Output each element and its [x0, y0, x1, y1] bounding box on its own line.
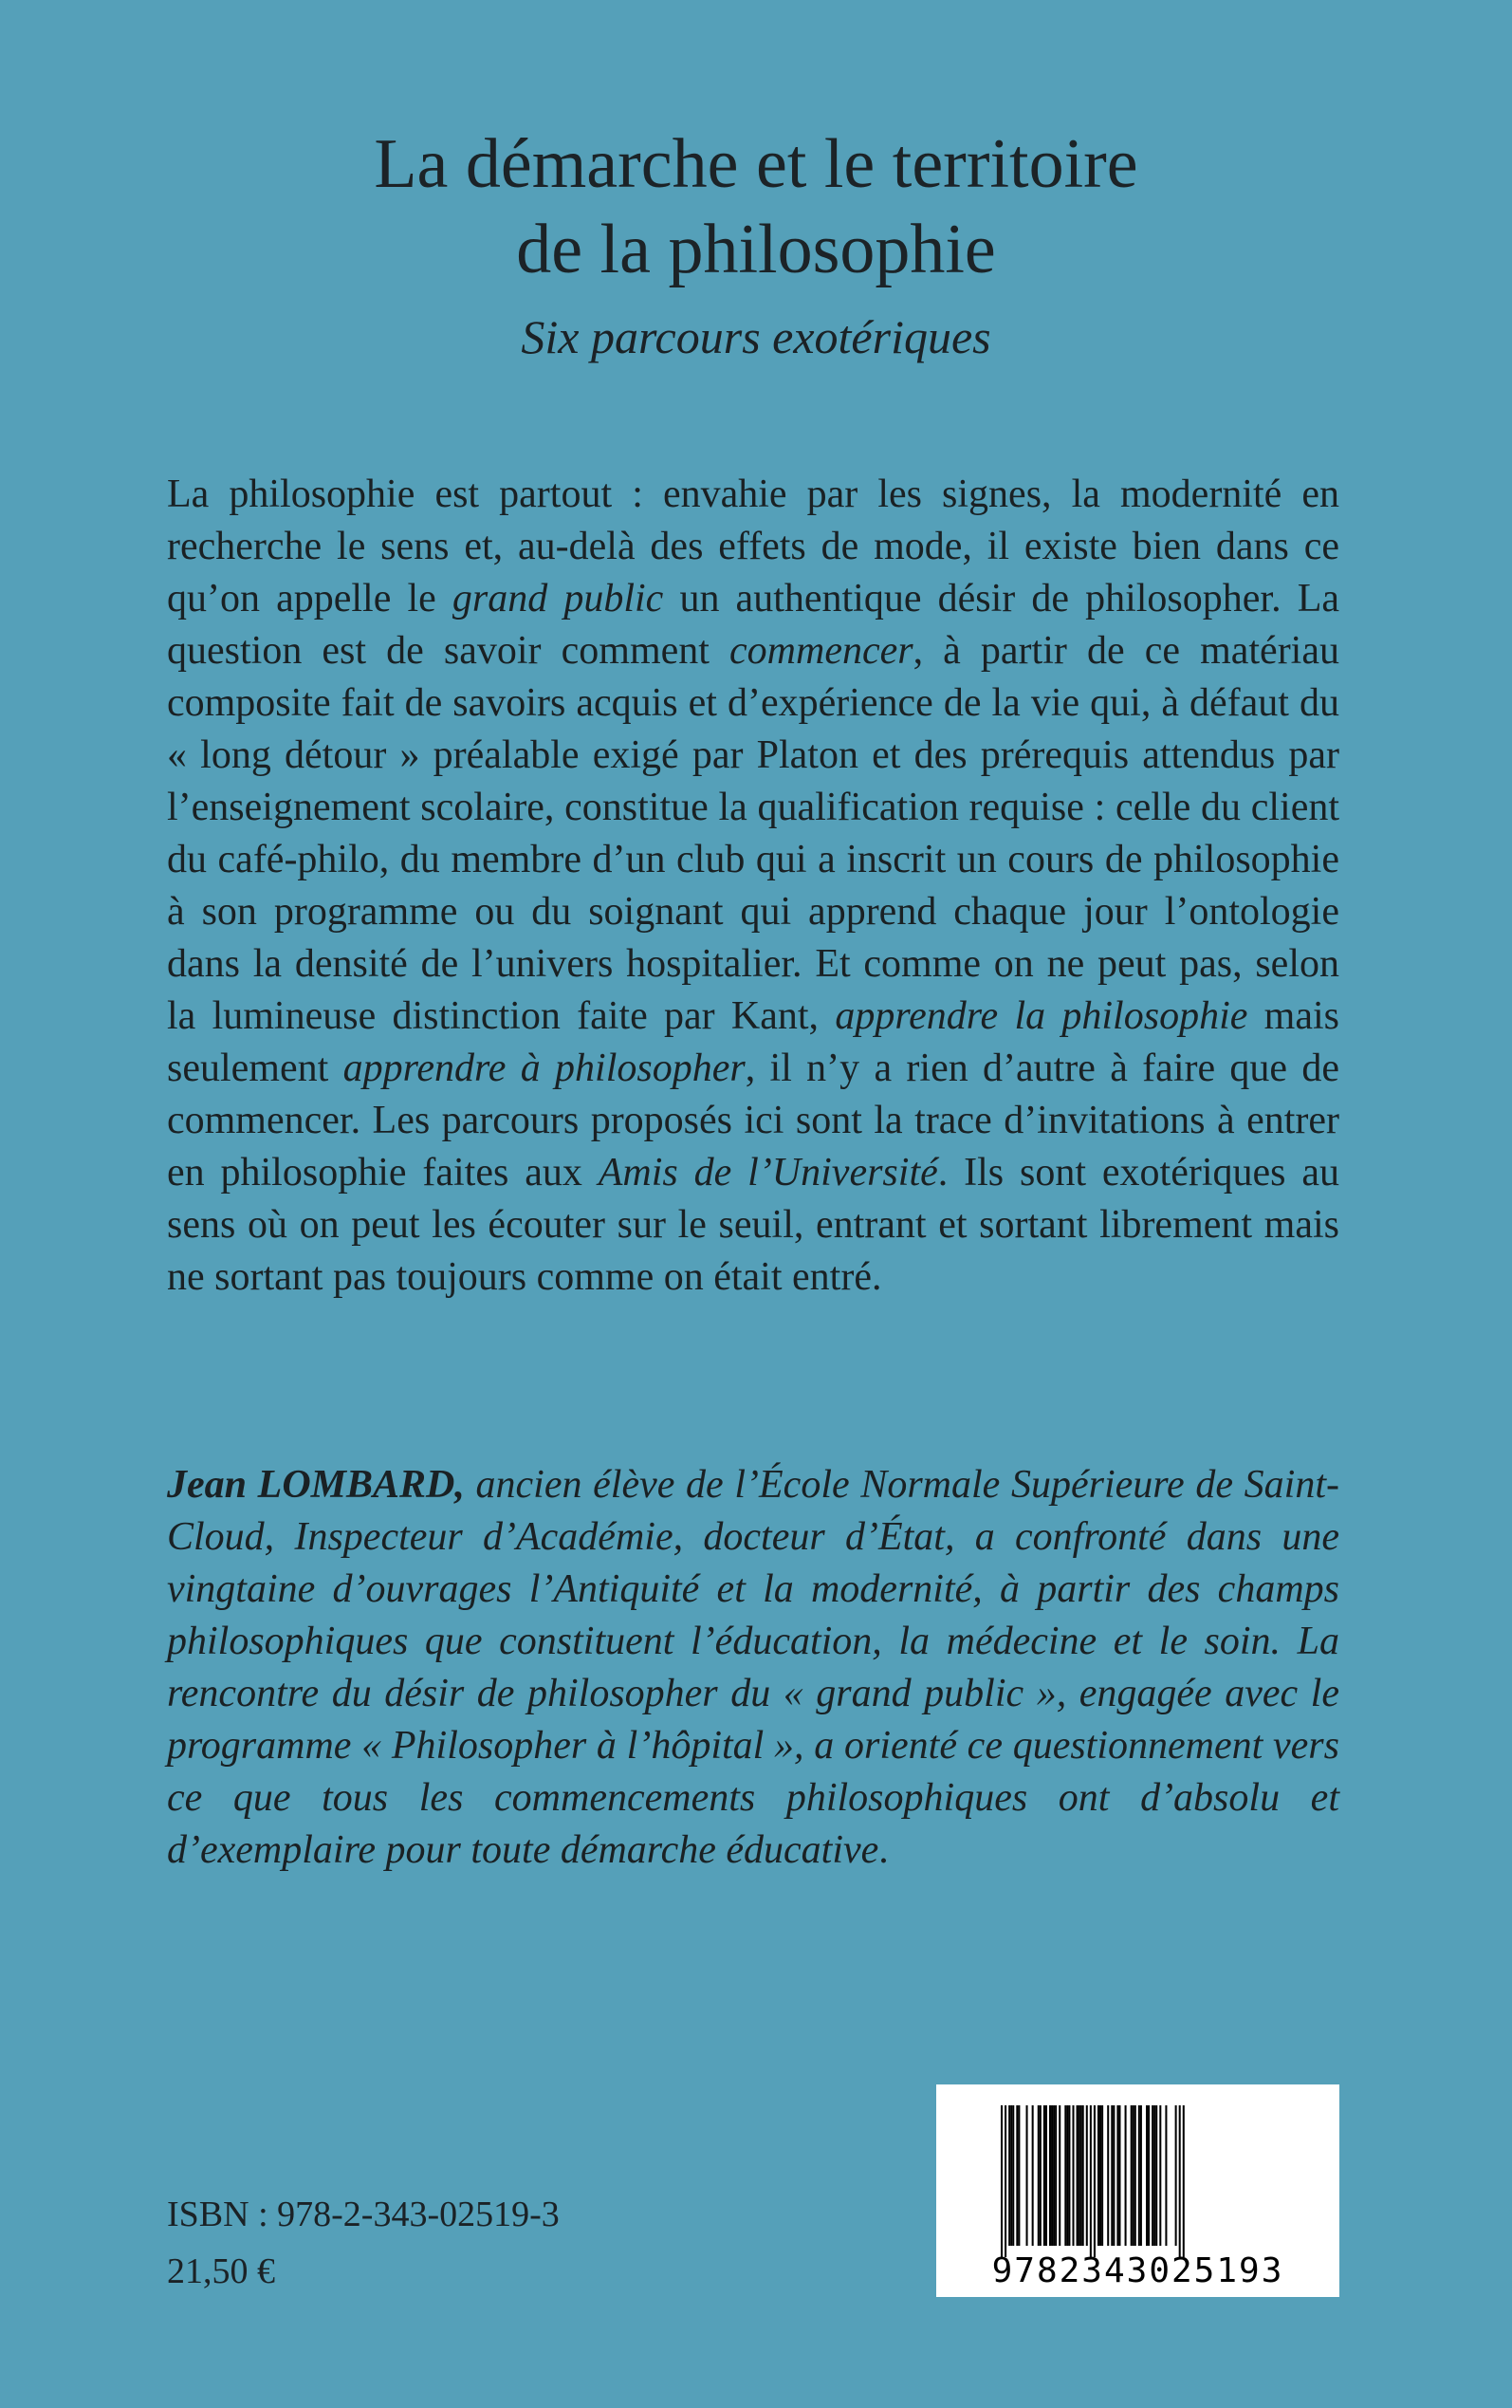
barcode-bar	[1040, 2105, 1042, 2246]
barcode-bar	[1179, 2105, 1181, 2257]
blurb-segment: La philosophie est partout : envahie par les signes, la modernité en recherche le sens et, au-delà des effets de mode, il existe bien dans ce qu’on appelle le	[167, 472, 1339, 621]
barcode-bar	[1051, 2105, 1053, 2246]
barcode-bar	[1138, 2105, 1140, 2246]
barcode-bar	[1159, 2105, 1161, 2246]
blurb-paragraph	[167, 469, 1339, 1304]
barcode-bar	[1010, 2105, 1012, 2246]
blurb-segment: mais seulement	[167, 994, 1339, 1090]
barcode-bar	[1080, 2105, 1082, 2246]
barcode-bar	[1066, 2105, 1068, 2246]
barcode-bar	[1165, 2105, 1167, 2246]
blurb-segment: un authentique désir de philosopher. La question est de savoir comment	[167, 577, 1339, 673]
barcode-bar	[1018, 2105, 1020, 2246]
barcode-bar	[1008, 2105, 1010, 2246]
barcode-bar	[1175, 2105, 1177, 2246]
blurb-italic-segment: apprendre à philosopher	[342, 1047, 746, 1090]
barcode-bar	[1072, 2105, 1074, 2246]
barcode-bar	[1064, 2105, 1066, 2246]
barcode-bar	[1146, 2105, 1148, 2246]
barcode-bar	[1049, 2105, 1051, 2246]
blurb-segment: , à partir de ce matériau composite fait de savoirs acquis et d’expérience de la vie qui, à défaut du « long détour » préalable exigé par Platon et des prérequis attendus par l’enseignement scolaire, constitue la qualification requise : celle du client du café-philo, du membre d’un club qui a inscrit un cours de philosophie à son programme ou du soignant qui apprend chaque jour l’ontologie dans la densité de l’univers hospitalier. Et comme on ne peut pas, selon la lumineuse distinction faite par Kant,	[167, 629, 1339, 1038]
barcode-bar	[1152, 2105, 1153, 2246]
barcode-bar	[1082, 2105, 1084, 2246]
barcode-bar	[1153, 2105, 1155, 2246]
author-bio-text: ancien élève de l’École Normale Supérieure de Saint-Cloud, Inspecteur d’Académie, docteur d’État, a confronté dans une vingtaine d’ouvrages l’Antiquité et la modernité, à partir des champs philosophiques que constituent l’éducation, la médecine et le soin. La rencontre du désir de philosopher du « grand public », engagée avec le programme « Philosopher à l’hôpital », a orienté ce questionnement vers ce que tous les commencements philosophiques ont d’absolu et d’exemplaire pour toute démarche éducative	[167, 1463, 1339, 1872]
barcode-bar	[1140, 2105, 1142, 2246]
barcode-bar	[1133, 2105, 1134, 2246]
barcode-bar	[1107, 2105, 1109, 2246]
barcode-bar	[1012, 2105, 1014, 2246]
barcode-bar	[1079, 2105, 1080, 2246]
barcode-bar	[1113, 2105, 1115, 2246]
blurb-italic-segment: grand public	[452, 577, 664, 621]
isbn-text: ISBN : 978-2-343-02519-3	[167, 2195, 560, 2234]
book-subtitle: Six parcours exotériques	[521, 310, 991, 363]
barcode-bar	[1038, 2105, 1040, 2246]
barcode-bar	[1097, 2105, 1099, 2246]
author-bio	[167, 1459, 1339, 1877]
barcode-bar	[1045, 2105, 1047, 2246]
blurb-segment: , il n’y a rien d’autre à faire que de commencer. Les parcours proposés ici sont la trace d’invitations à entrer en philosophie faites aux	[167, 1047, 1340, 1195]
barcode-bar	[1094, 2105, 1096, 2257]
barcode-bar	[1101, 2105, 1103, 2246]
barcode-bar	[1134, 2105, 1136, 2246]
barcode-bar	[1099, 2105, 1101, 2246]
blurb-italic-segment: Amis de l’Université	[598, 1151, 938, 1195]
price-text: 21,50 €	[167, 2251, 275, 2291]
barcode-bar	[1118, 2105, 1120, 2246]
title-line-2: de la philosophie	[516, 211, 996, 288]
barcode-bar	[1090, 2105, 1092, 2257]
blurb-italic-segment: apprendre la philosophie	[835, 994, 1248, 1038]
barcode-bar	[1043, 2105, 1045, 2246]
blurb-segment: . Ils sont exotériques au sens où on peut les écouter sur le seuil, entrant et sortant librement mais ne sortant pas toujours comme on était entré.	[167, 1151, 1340, 1299]
barcode-bar	[1053, 2105, 1055, 2246]
barcode-bar	[1005, 2105, 1006, 2257]
author-bio-end: .	[878, 1828, 889, 1872]
barcode-bar	[1068, 2105, 1070, 2246]
barcode-digits: 9782343025193	[991, 2251, 1284, 2290]
barcode-bar	[1016, 2105, 1018, 2246]
barcode-bar	[1055, 2105, 1057, 2246]
barcode-bar	[1125, 2105, 1127, 2246]
barcode-bar	[1026, 2105, 1028, 2246]
barcode-bar	[1131, 2105, 1133, 2246]
barcode-bar	[1086, 2105, 1088, 2246]
barcode-bar	[1001, 2105, 1003, 2257]
barcode	[936, 2084, 1339, 2297]
barcode-bar	[1077, 2105, 1079, 2246]
blurb-italic-segment: commencer	[729, 629, 913, 673]
barcode-bar	[1111, 2105, 1113, 2246]
barcode-bar	[1148, 2105, 1150, 2246]
book-title	[0, 121, 1512, 292]
barcode-bar	[1155, 2105, 1157, 2246]
barcode-bar	[1059, 2105, 1060, 2246]
barcode-bar	[1183, 2105, 1185, 2257]
author-name: Jean LOMBARD,	[167, 1463, 465, 1507]
barcode-bar	[1116, 2105, 1118, 2246]
title-line-1: La démarche et le territoire	[374, 125, 1138, 203]
barcode-bar	[1032, 2105, 1034, 2246]
